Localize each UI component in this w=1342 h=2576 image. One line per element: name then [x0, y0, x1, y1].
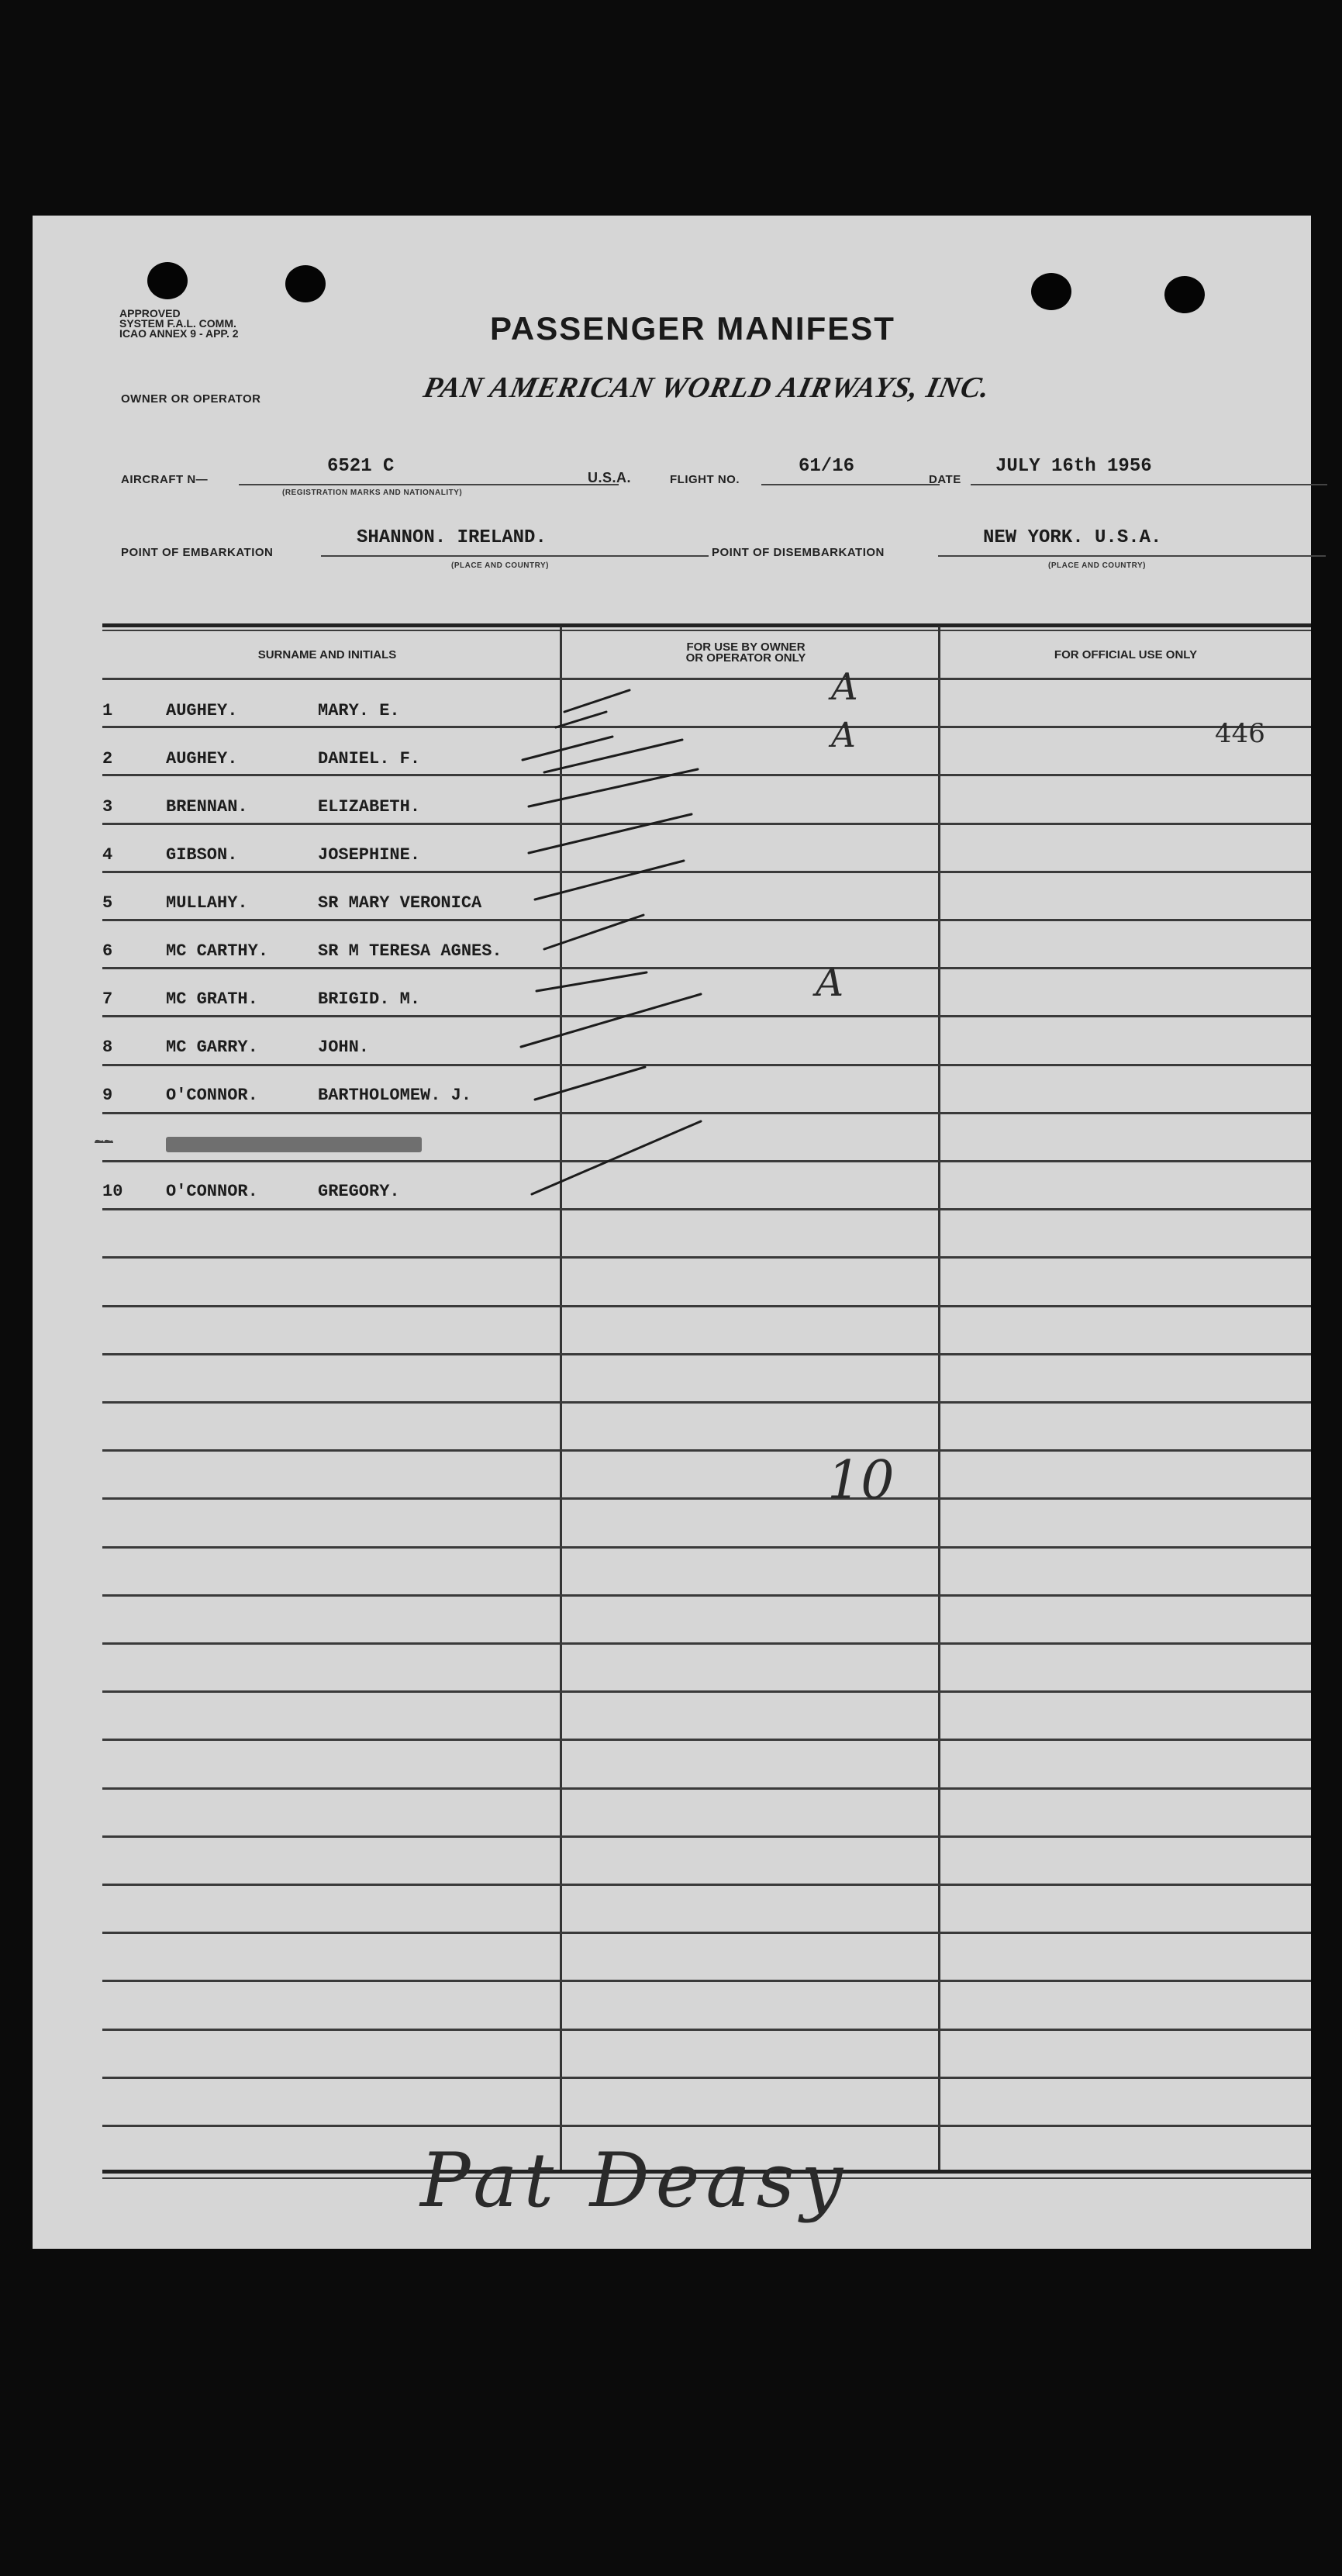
approval-note: APPROVED SYSTEM F.A.L. COMM. ICAO ANNEX 9 - APP. 2	[119, 307, 239, 340]
row-number: 9	[102, 1086, 113, 1105]
given-names: JOHN.	[318, 1038, 370, 1057]
row-number: 8	[102, 1038, 113, 1057]
aircraft-caption: (REGISTRATION MARKS AND NATIONALITY)	[282, 489, 463, 497]
aircraft-value: 6521 C	[327, 456, 395, 477]
surname: AUGHEY.	[166, 701, 238, 720]
row-number: 1	[102, 701, 113, 720]
given-names: SR MARY VERONICA	[318, 893, 482, 913]
check-mark	[556, 690, 630, 727]
disembark-value: NEW YORK. U.S.A.	[983, 527, 1162, 548]
embark-caption: (PLACE AND COUNTRY)	[451, 561, 549, 570]
passenger-count: 10	[827, 1450, 895, 1511]
surname: MULLAHY.	[166, 893, 248, 913]
check-mark	[536, 972, 647, 991]
row-number: 7	[102, 989, 113, 1009]
check-mark	[521, 994, 701, 1047]
given-names: BARTHOLOMEW. J.	[318, 1086, 472, 1105]
check-mark	[523, 737, 682, 772]
given-names: GREGORY.	[318, 1182, 400, 1201]
disembark-caption: (PLACE AND COUNTRY)	[1048, 561, 1146, 570]
handwritten-mark: A	[831, 665, 858, 709]
row-number: 3	[102, 797, 113, 817]
surname: GIBSON.	[166, 845, 238, 865]
check-mark	[535, 861, 684, 900]
surname: BRENNAN.	[166, 797, 248, 817]
column-header-official: FOR OFFICIAL USE ONLY	[1054, 648, 1198, 661]
operator-name: PAN AMERICAN WORLD AIRWAYS, INC.	[420, 371, 994, 404]
given-names: SR M TERESA AGNES.	[318, 941, 502, 961]
surname: O'CONNOR.	[166, 1182, 258, 1201]
check-mark	[532, 1121, 701, 1194]
nationality: U.S.A.	[588, 470, 632, 485]
check-mark	[529, 769, 698, 806]
check-mark	[535, 1067, 645, 1100]
row-number: 4	[102, 845, 113, 865]
column-header-owner: FOR USE BY OWNER OR OPERATOR ONLY	[685, 641, 806, 665]
date-value: JULY 16th 1956	[995, 456, 1152, 477]
aircraft-label: AIRCRAFT N—	[121, 473, 209, 486]
check-mark	[544, 915, 643, 949]
row-number: 5	[102, 893, 113, 913]
row-number: 6	[102, 941, 113, 961]
embark-label: POINT OF EMBARKATION	[121, 546, 274, 559]
given-names: ELIZABETH.	[318, 797, 421, 817]
disembark-label: POINT OF DISEMBARKATION	[712, 546, 885, 559]
embark-value: SHANNON. IRELAND.	[357, 527, 547, 548]
handwritten-mark: A	[816, 960, 844, 1005]
given-names: MARY. E.	[318, 701, 400, 720]
given-names: JOSEPHINE.	[318, 845, 421, 865]
flight-value: 61/16	[799, 456, 855, 477]
surname: MC GRATH.	[166, 989, 258, 1009]
page-title: PASSENGER MANIFEST	[490, 310, 895, 347]
given-names: DANIEL. F.	[318, 749, 421, 768]
given-names: BRIGID. M.	[318, 989, 421, 1009]
manifest-sheet	[33, 216, 1311, 2249]
struck-row-number: ~~	[95, 1134, 114, 1152]
flight-label: FLIGHT NO.	[670, 473, 740, 486]
official-number: 446	[1215, 718, 1265, 749]
date-label: DATE	[929, 473, 961, 486]
surname: MC GARRY.	[166, 1038, 258, 1057]
check-marks	[33, 216, 1311, 2249]
owner-label: OWNER OR OPERATOR	[121, 392, 261, 406]
check-mark	[529, 814, 692, 853]
signature: Pat Deasy	[420, 2137, 850, 2224]
surname: O'CONNOR.	[166, 1086, 258, 1105]
row-number: 10	[102, 1182, 123, 1201]
surname: AUGHEY.	[166, 749, 238, 768]
row-number: 2	[102, 749, 113, 768]
handwritten-mark: A	[831, 716, 856, 755]
surname: MC CARTHY.	[166, 941, 269, 961]
column-header-names: SURNAME AND INITIALS	[257, 648, 397, 661]
